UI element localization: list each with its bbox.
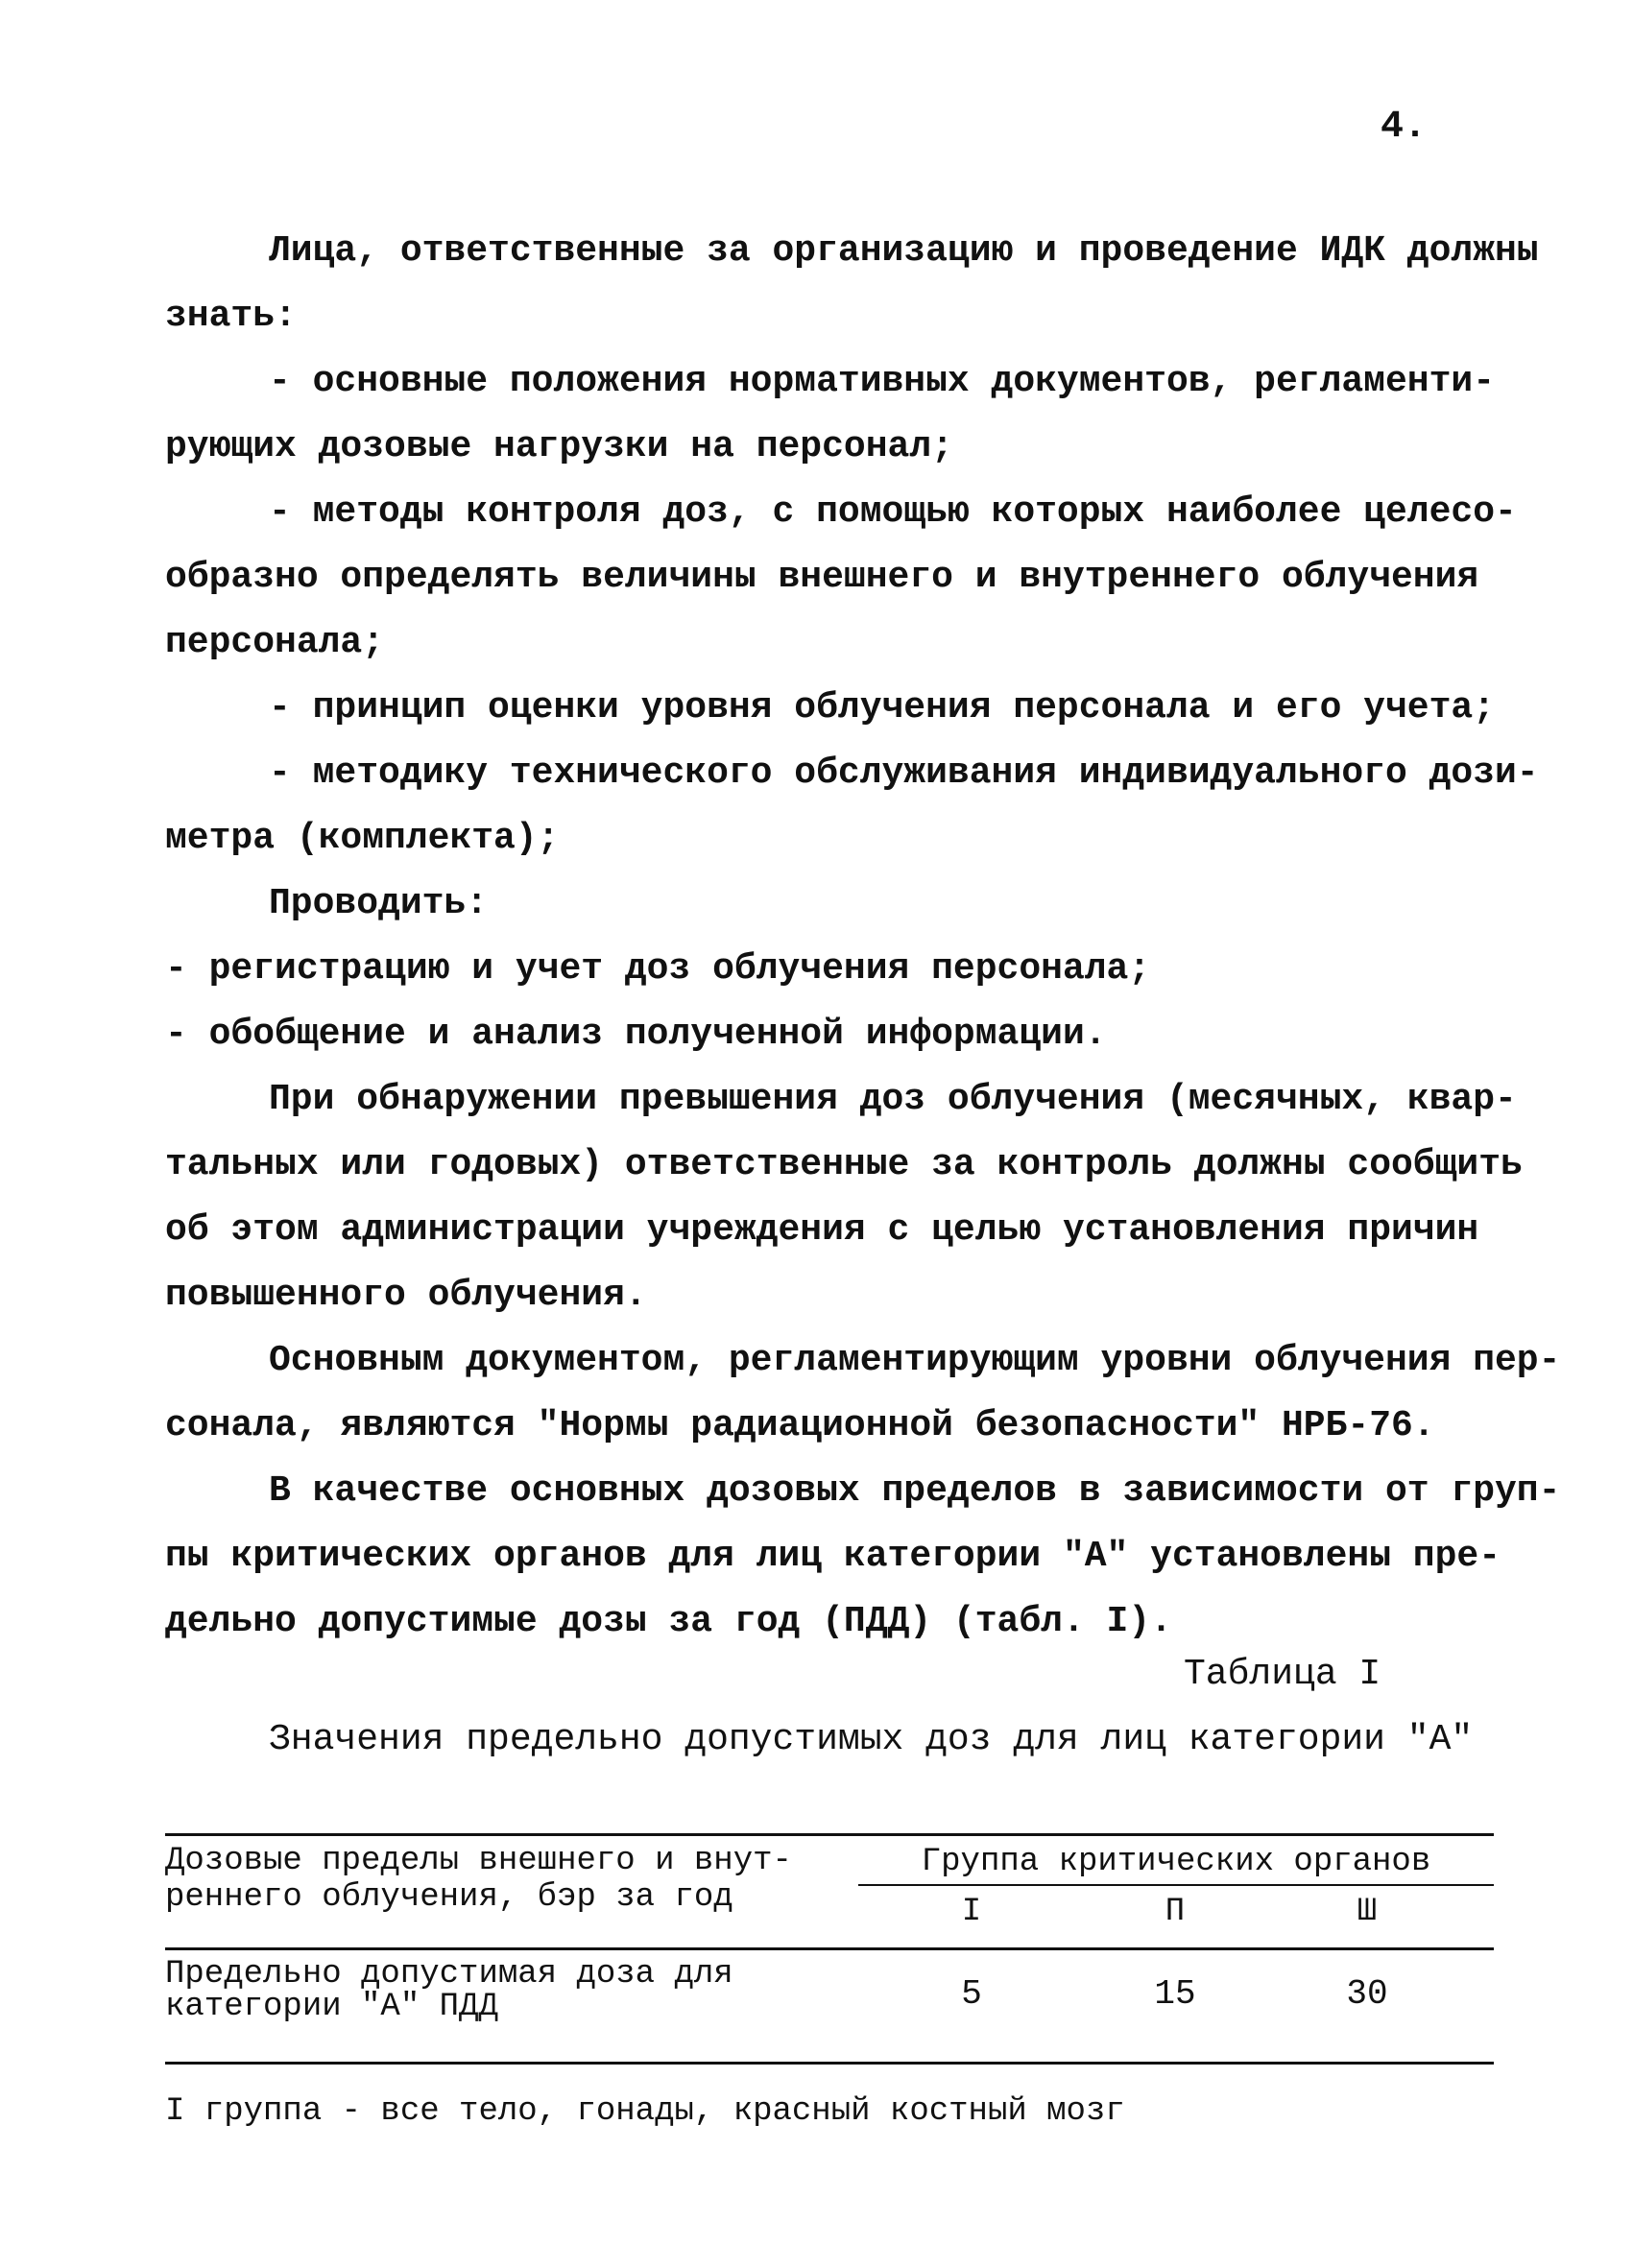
body-line: При обнаружении превышения доз облучения (месячных, квар- <box>269 1079 1517 1120</box>
table-caption: Значения предельно допустимых доз для лиц категории "А" <box>269 1719 1474 1760</box>
table-group-header: Группа критических органов <box>921 1844 1431 1880</box>
table-header-left: Дозовые пределы внешнего и внут- реннего облучения, бэр за год <box>165 1843 792 1916</box>
table-rule-bottom <box>165 2062 1494 2065</box>
table-col-head-2: П <box>1165 1894 1186 1930</box>
body-line: - методику технического обслуживания индивидуального дози- <box>269 752 1539 794</box>
body-line: Проводить: <box>269 883 489 924</box>
table-col-head-3: Ш <box>1357 1894 1378 1930</box>
body-line: образно определять величины внешнего и внутреннего облучения <box>165 557 1479 598</box>
table-value-1: 5 <box>961 1974 982 2014</box>
table-group-rule <box>858 1884 1494 1886</box>
table-col-head-1: I <box>961 1894 982 1930</box>
table-rule-mid <box>165 1947 1494 1950</box>
body-line: тальных или годовых) ответственные за контроль должны сообщить <box>165 1144 1523 1185</box>
table-value-3: 30 <box>1346 1974 1388 2014</box>
body-line: об этом администрации учреждения с целью установления причин <box>165 1209 1479 1251</box>
body-line: Основным документом, регламентирующим уровни облучения пер- <box>269 1340 1561 1381</box>
body-line: метра (комплекта); <box>165 818 560 859</box>
table-value-2: 15 <box>1154 1974 1196 2014</box>
body-line: персонала; <box>165 622 385 663</box>
table-rule-top <box>165 1833 1494 1836</box>
body-line: дельно допустимые дозы за год (ПДД) (табл. I). <box>165 1601 1172 1642</box>
body-text <box>165 219 1561 1655</box>
body-line: В качестве основных дозовых пределов в зависимости от груп- <box>269 1470 1561 1512</box>
body-line: сонала, являются "Нормы радиационной безопасности" НРБ-76. <box>165 1405 1435 1446</box>
body-line: Лица, ответственные за организацию и проведение ИДК должны <box>269 230 1539 272</box>
body-line: - принцип оценки уровня облучения персонала и его учета; <box>269 687 1496 728</box>
table-row-label: Предельно допустимая доза для категории "А" ПДД <box>165 1956 733 2025</box>
body-line: знать: <box>165 296 297 337</box>
body-line: - методы контроля доз, с помощью которых наиболее целесо- <box>269 491 1517 533</box>
footnote: I группа - все тело, гонады, красный костный мозг <box>165 2093 1125 2130</box>
table-label: Таблица I <box>1184 1654 1381 1695</box>
page-number: 4. <box>1381 106 1428 149</box>
body-line: - обобщение и анализ полученной информации. <box>165 1014 1107 1055</box>
body-line: пы критических органов для лиц категории "А" установлены пре- <box>165 1536 1501 1577</box>
body-line: рующих дозовые нагрузки на персонал; <box>165 426 953 467</box>
body-line: - основные положения нормативных документов, регламенти- <box>269 361 1496 402</box>
body-line: - регистрацию и учет доз облучения персонала; <box>165 948 1151 990</box>
body-line: повышенного облучения. <box>165 1275 647 1316</box>
